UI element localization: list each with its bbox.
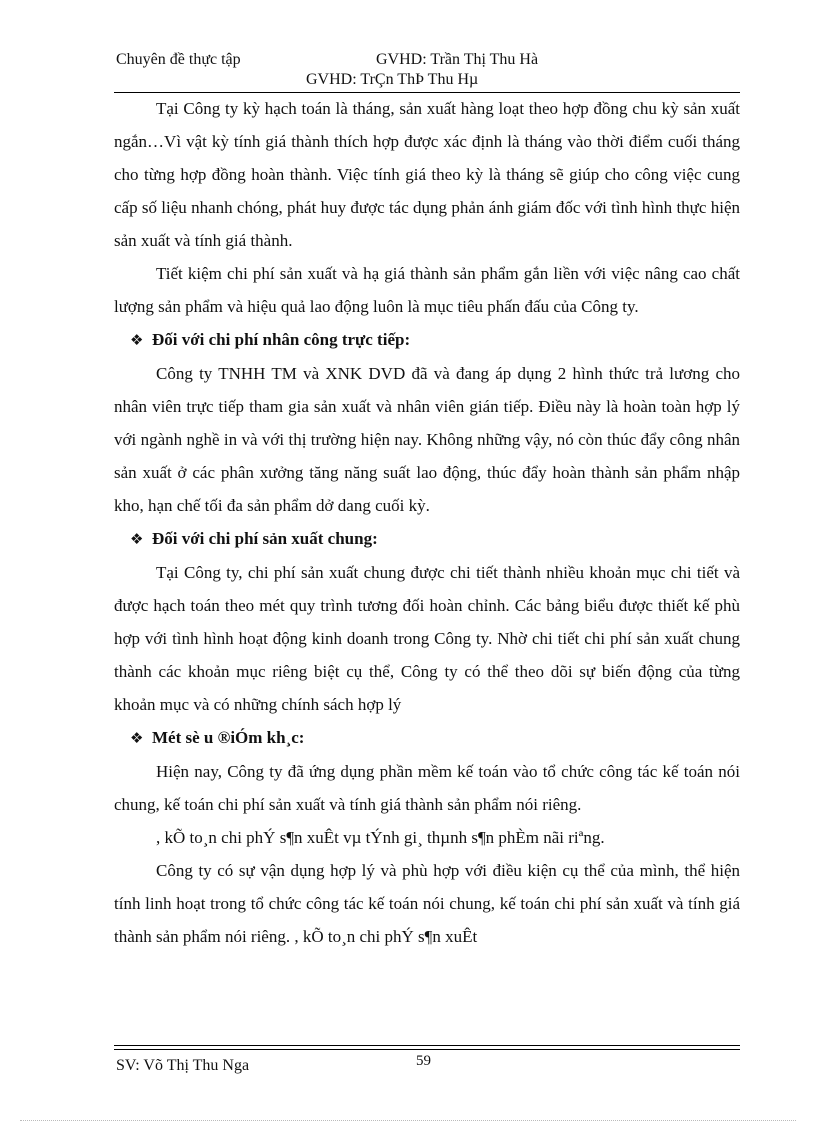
paragraph: Tiết kiệm chi phí sản xuất và hạ giá thành sản phẩm gắn liền với việc nâng cao chất lượng sản phẩm và hiệu quả lao động luôn là mục tiêu phấn đấu của Công ty. (114, 264, 740, 316)
diamond-bullet-icon: ❖ (130, 331, 144, 349)
footer-rule (114, 1045, 740, 1046)
section-heading-text: Mét sè u ®iÓm kh¸c: (152, 728, 305, 747)
section-heading (114, 522, 740, 556)
section-heading (114, 721, 740, 755)
section-heading-text: Đối với chi phí nhân công trực tiếp: (152, 330, 411, 349)
header-supervisor-garbled: GVHD: TrÇn ThÞ Thu Hµ (306, 71, 479, 88)
page-body (114, 92, 740, 953)
section-heading (114, 323, 740, 357)
footer-student: SV: Võ Thị Thu Nga (116, 1057, 250, 1074)
diamond-bullet-icon: ❖ (130, 530, 144, 548)
paragraph: Hiện nay, Công ty đã ứng dụng phần mềm kế toán vào tổ chức công tác kế toán nói chung, kế toán chi phí sản xuất và tính giá thành sản phẩm nói riêng. (114, 762, 740, 814)
footer-rule (114, 1049, 740, 1050)
paragraph: Tại Công ty, chi phí sản xuất chung được chi tiết thành nhiều khoản mục chi tiết và được hạch toán theo mét quy trình tương đối hoàn chỉnh. Các bảng biểu được thiết kế phù hợp với tình hình hoạt động kinh doanh trong Công ty. Nhờ chi tiết chi phí sản xuất chung thành các khoản mục riêng biệt cụ thể, Công ty có thể theo dõi sự biến động của từng khoản mục và có những chính sách hợp lý (114, 563, 740, 714)
paragraph: Công ty TNHH TM và XNK DVD đã và đang áp dụng 2 hình thức trả lương cho nhân viên trực tiếp tham gia sản xuất và nhân viên gián tiếp. Điều này là hoàn toàn hợp lý với ngành nghề in và với thị trường hiện nay. Không những vậy, nó còn thúc đẩy công nhân sản xuất ở các phân xưởng tăng năng suất lao động, thúc đẩy hoàn thành sản phẩm nhập kho, hạn chế tối đa sản phẩm dở dang cuối kỳ. (114, 364, 740, 515)
page-edge-dotted-line (20, 1120, 796, 1121)
diamond-bullet-icon: ❖ (130, 729, 144, 747)
header-title: Chuyên đề thực tập (116, 51, 241, 68)
paragraph: Công ty có sự vận dụng hợp lý và phù hợp với điều kiện cụ thể của mình, thể hiện tính linh hoạt trong tổ chức công tác kế toán nói chung, kế toán chi phí sản xuất và tính giá thành sản phẩm nói riêng. , kÕ to¸n chi phÝ s¶n xuÊt (114, 861, 740, 946)
paragraph: , kÕ to¸n chi phÝ s¶n xuÊt vµ tÝnh gi¸ thµnh s¶n phÈm nãi riªng. (156, 828, 605, 847)
header-supervisor: GVHD: Trần Thị Thu Hà (376, 51, 539, 68)
page-number: 59 (416, 1053, 431, 1069)
paragraph: Tại Công ty kỳ hạch toán là tháng, sản xuất hàng loạt theo hợp đồng chu kỳ sản xuất ngắn…Vì vật kỳ tính giá thành thích hợp được xác định là tháng vào thời điểm cuối tháng cho từng hợp đồng hoàn thành. Việc tính giá theo kỳ là tháng sẽ giúp cho công việc cung cấp số liệu nhanh chóng, phát huy được tác dụng phản ánh giám đốc với tình hình thực hiện sản xuất và tính giá thành. (114, 99, 740, 250)
section-heading-text: Đối với chi phí sản xuất chung: (152, 529, 378, 548)
